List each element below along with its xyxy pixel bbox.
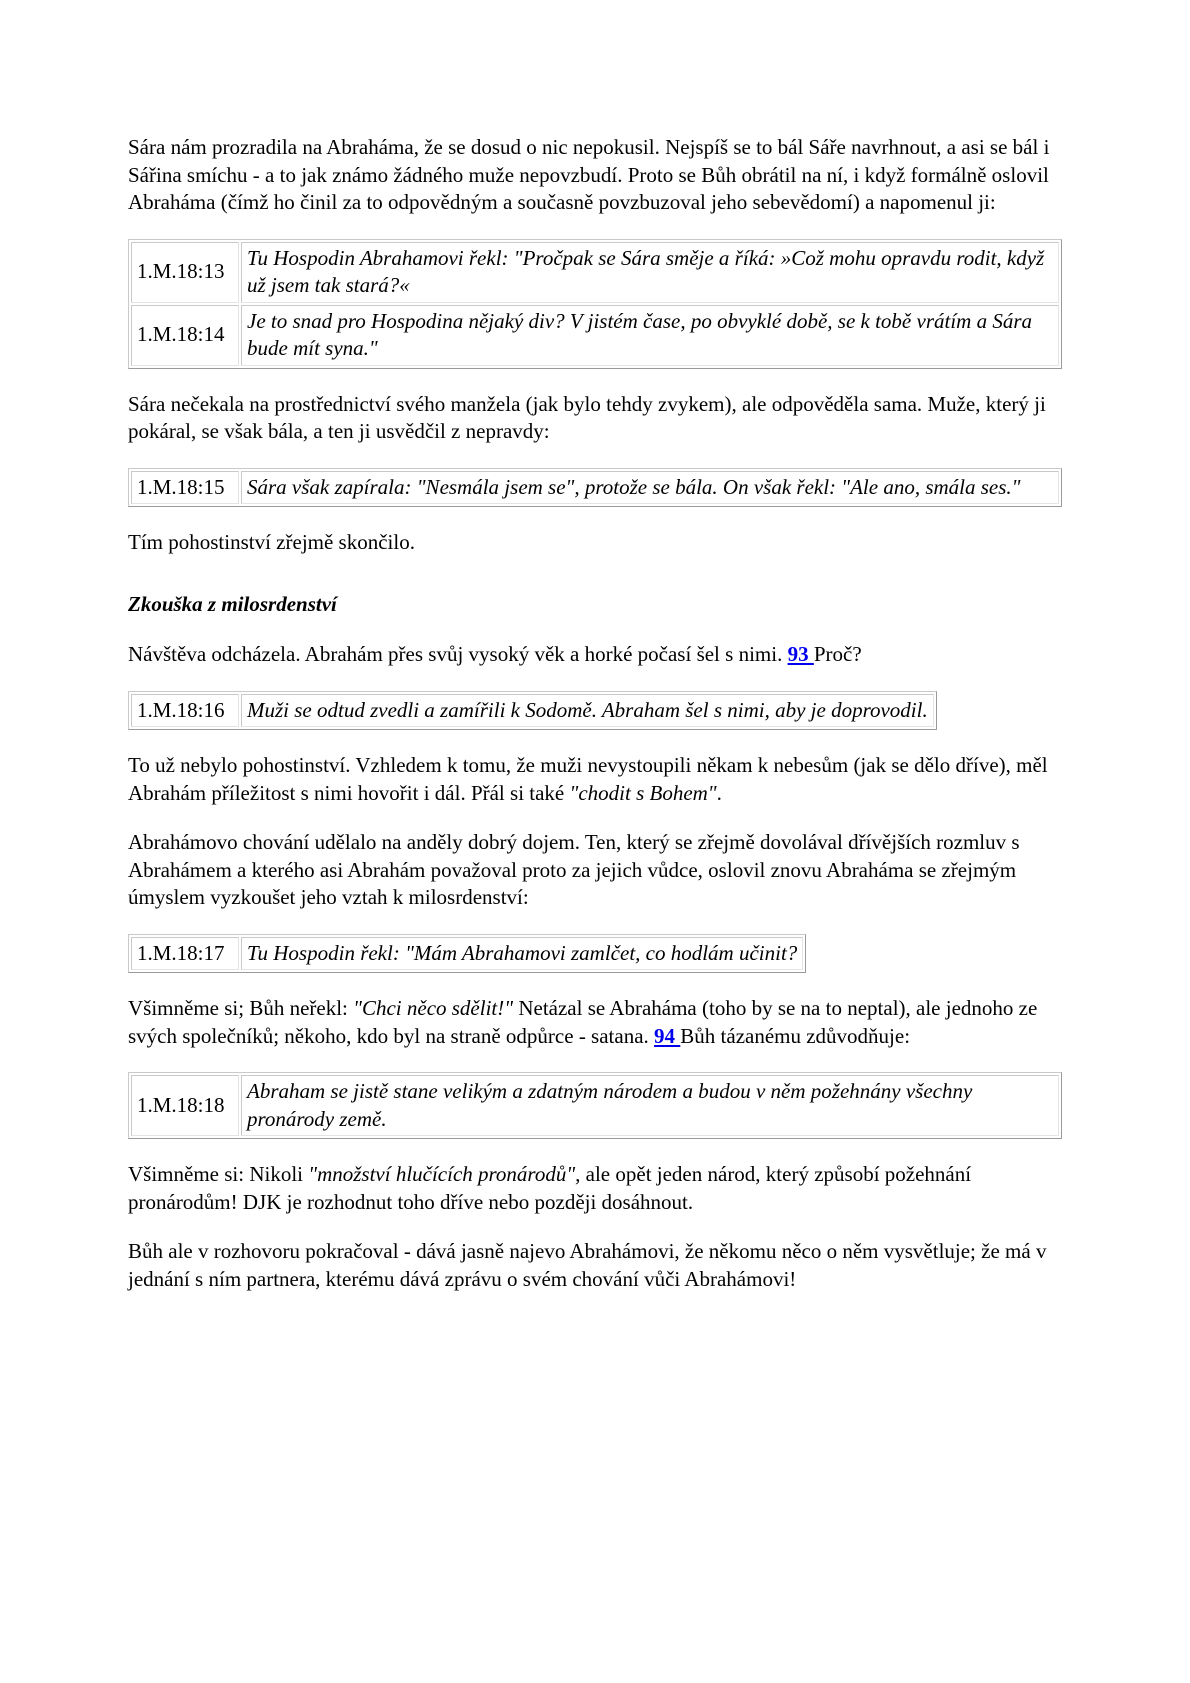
text-segment: ale opět jeden národ, který způsobí požehnání pronárodům! DJK je rozhodnut toho dříve nebo později dosáhnout. — [128, 1162, 972, 1214]
verse-ref: 1.M.18:17 — [131, 937, 239, 971]
verse-table-18-18 — [128, 1072, 1062, 1139]
quoted-phrase: "chodit s Bohem" — [569, 780, 717, 805]
verse-ref: 1.M.18:14 — [131, 305, 239, 366]
table-row — [131, 305, 1059, 366]
text-segment: . — [716, 780, 722, 805]
verse-text: Muži se odtud zvedli a zamířili k Sodomě. Abraham šel s nimi, aby je doprovodil. — [241, 694, 934, 728]
paragraph-sara-response: Sára nečekala na prostřednictví svého manžela (jak bylo tehdy zvykem), ale odpověděla sama. Muže, který ji pokáral, se však bála, a ten ji usvědčil z nepravdy: — [128, 391, 1046, 443]
quoted-phrase: "Chci něco sdělit!" — [353, 996, 514, 1020]
paragraph-intro: Sára nám prozradila na Abraháma, že se dosud o nic nepokusil. Nejspíš se to bál Sáře navrhnout, a asi se bál i Sářina smíchu - a to jak známo žádného muže nepovzbudí. Proto se Bůh obrátil na ní, i když formálně oslovil Abraháma (čímž ho činil za to odpovědným a současně povzbuzoval jeho sebevědomí) a napomenul ji: — [128, 135, 1050, 214]
table-row — [131, 242, 1059, 303]
verse-ref: 1.M.18:13 — [131, 242, 239, 303]
verse-table-18-13-14 — [128, 239, 1062, 369]
table-row — [131, 694, 934, 728]
text-segment: Bůh tázanému zdůvodňuje: — [680, 1023, 911, 1048]
verse-text: Tu Hospodin řekl: "Mám Abrahamovi zamlčet, co hodlám učinit? — [241, 937, 803, 971]
verse-text: Tu Hospodin Abrahamovi řekl: "Pročpak se Sára směje a říká: »Což mohu opravdu rodit, když už jsem tak stará?« — [241, 242, 1059, 303]
text-segment: Netázal se Abraháma (toho by se na to neptal), ale jednoho ze svých společníků; někoho, kdo byl na straně odpůrce - satana. — [128, 996, 1038, 1048]
paragraph-note-nation — [128, 1161, 1062, 1216]
paragraph-conclusion: Bůh ale v rozhovoru pokračoval - dává jasně najevo Abrahámovi, že někomu něco o něm vysvětluje; že má v jednání s ním partnera, kterému dává zprávu o svém chování vůči Abrahámovi! — [128, 1239, 1047, 1291]
quoted-phrase: "množství hlučících pronárodů", — [308, 1162, 581, 1186]
table-row — [131, 937, 803, 971]
paragraph-departure — [128, 641, 1062, 669]
footnote-link-94[interactable]: 94 — [654, 1023, 681, 1048]
verse-table-18-16 — [128, 691, 937, 731]
paragraph-no-hospitality — [128, 752, 1062, 807]
paragraph-angels-impression: Abrahámovo chování udělalo na anděly dobrý dojem. Ten, který se zřejmě dovolával dřívějších rozmluv s Abrahámem a kterého asi Abrahám považoval proto za jejich vůdce, oslovil znovu Abraháma se zřejmým úmyslem vyzkoušet jeho vztah k milosrdenství: — [128, 830, 1020, 909]
verse-table-18-17 — [128, 934, 806, 974]
section-heading: Zkouška z milosrdenství — [128, 591, 337, 616]
table-row — [131, 471, 1059, 505]
footnote-link-93[interactable]: 93 — [787, 642, 814, 666]
paragraph-note-god — [128, 995, 1062, 1050]
table-row — [131, 1075, 1059, 1136]
text-segment: To už nebylo pohostinství. Vzhledem k tomu, že muži nevystoupili někam k nebesům (jak se dělo dříve), měl Abrahám příležitost s nimi hovořit i dál. Přál si také — [128, 753, 1048, 805]
text-segment: Proč? — [813, 642, 862, 666]
text-segment: Všimněme si; Bůh neřekl: — [128, 996, 354, 1020]
paragraph-hospitality-end: Tím pohostinství zřejmě skončilo. — [128, 530, 415, 554]
verse-ref: 1.M.18:18 — [131, 1075, 239, 1136]
text-segment: Všimněme si: Nikoli — [128, 1162, 309, 1186]
verse-ref: 1.M.18:16 — [131, 694, 239, 728]
verse-text: Je to snad pro Hospodina nějaký div? V jistém čase, po obvyklé době, se k tobě vrátím a Sára bude mít syna." — [241, 305, 1059, 366]
text-segment: Návštěva odcházela. Abrahám přes svůj vysoký věk a horké počasí šel s nimi. — [128, 642, 788, 666]
verse-table-18-15 — [128, 468, 1062, 508]
verse-text: Abraham se jistě stane velikým a zdatným národem a budou v něm požehnány všechny pronárody země. — [241, 1075, 1059, 1136]
verse-ref: 1.M.18:15 — [131, 471, 239, 505]
verse-text: Sára však zapírala: "Nesmála jsem se", protože se bála. On však řekl: "Ale ano, smála ses." — [241, 471, 1059, 505]
